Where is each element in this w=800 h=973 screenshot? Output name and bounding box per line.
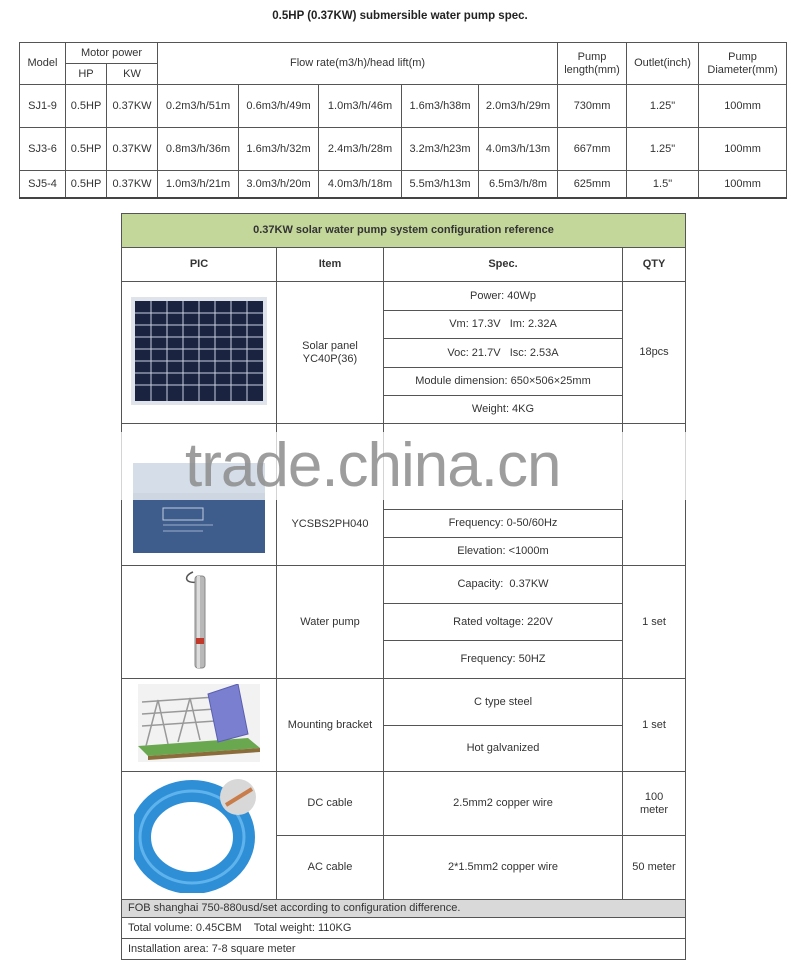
configuration-table [121, 213, 686, 960]
cell-flow: 2.0m3/h/29m [479, 85, 558, 128]
item-ac-cable: AC cable [277, 836, 384, 900]
cell-flow: 3.0m3/h/20m [239, 171, 319, 199]
header-pump-length: Pump length(mm) [558, 43, 627, 85]
cell-diameter: 100mm [699, 171, 787, 199]
cell-hp: 0.5HP [66, 85, 107, 128]
cell-kw: 0.37KW [107, 128, 158, 171]
solar-panel-icon [131, 297, 267, 405]
cell-length: 667mm [558, 128, 627, 171]
header-outlet: Outlet(inch) [627, 43, 699, 85]
header-pump-diameter: Pump Diameter(mm) [699, 43, 787, 85]
cell-model: SJ1-9 [20, 85, 66, 128]
footer-installation-area: Installation area: 7-8 square meter [122, 939, 686, 960]
cell-flow: 1.6m3/h38m [402, 85, 479, 128]
spec-cell: Weight: 4KG [384, 396, 623, 424]
header-flow-rate: Flow rate(m3/h)/head lift(m) [158, 43, 558, 85]
pump-spec-table [19, 42, 787, 199]
qty-cell: 1 set [623, 566, 686, 679]
spec-cell: Frequency: 50HZ [384, 641, 623, 679]
header-model: Model [20, 43, 66, 85]
cable-image [122, 772, 277, 900]
footer-volume-weight: Total volume: 0.45CBM Total weight: 110KG [122, 918, 686, 939]
cell-outlet: 1.25" [627, 85, 699, 128]
item-mounting-bracket: Mounting bracket [277, 679, 384, 772]
item-label: Solar panel [302, 339, 358, 352]
cell-outlet: 1.5" [627, 171, 699, 199]
cell-flow: 4.0m3/h/13m [479, 128, 558, 171]
qty-cell: 18pcs [623, 282, 686, 424]
cell-diameter: 100mm [699, 85, 787, 128]
header-motor-power: Motor power [66, 43, 158, 64]
cell-flow: 0.8m3/h/36m [158, 128, 239, 171]
cell-flow: 1.0m3/h/46m [319, 85, 402, 128]
solar-panel-image [122, 282, 277, 424]
header-kw: KW [107, 64, 158, 85]
item-model: YC40P(36) [302, 352, 358, 365]
cell-hp: 0.5HP [66, 171, 107, 199]
water-pump-image [122, 566, 277, 679]
spec-cell: Hot galvanized [384, 726, 623, 772]
header-qty: QTY [623, 248, 686, 282]
spec-cell: C type steel [384, 679, 623, 726]
footer-price: FOB shanghai 750-880usd/set according to configuration difference. [122, 900, 686, 918]
cell-flow: 4.0m3/h/18m [319, 171, 402, 199]
header-spec: Spec. [384, 248, 623, 282]
qty-cell [623, 772, 686, 836]
spec-cell: Rated voltage: 220V [384, 604, 623, 641]
cell-kw: 0.37KW [107, 171, 158, 199]
watermark-text: trade.china.cn [185, 431, 561, 500]
cell-flow: 3.2m3/h23m [402, 128, 479, 171]
qty-cell: 50 meter [623, 836, 686, 900]
table-row [20, 171, 787, 199]
spec-cell: Module dimension: 650×506×25mm [384, 368, 623, 396]
header-hp: HP [66, 64, 107, 85]
submersible-pump-icon [179, 570, 219, 670]
header-pic: PIC [122, 248, 277, 282]
spec-cell: Frequency: 0-50/60Hz [384, 510, 623, 538]
cell-hp: 0.5HP [66, 128, 107, 171]
cell-flow: 2.4m3/h/28m [319, 128, 402, 171]
cell-flow: 0.6m3/h/49m [239, 85, 319, 128]
spec-cell: Power: 40Wp [384, 282, 623, 311]
mounting-bracket-image [122, 679, 277, 772]
item-solar-panel [277, 282, 384, 424]
cable-coil-icon [134, 775, 264, 893]
mounting-bracket-icon [138, 684, 260, 762]
cell-flow: 1.0m3/h/21m [158, 171, 239, 199]
qty-unit: meter [639, 803, 669, 816]
cell-model: SJ3-6 [20, 128, 66, 171]
item-dc-cable: DC cable [277, 772, 384, 836]
header-item: Item [277, 248, 384, 282]
item-inverter: YCSBS2PH040 [277, 424, 384, 566]
cell-length: 625mm [558, 171, 627, 199]
watermark-backdrop [105, 432, 695, 500]
spec-cell: Elevation: <1000m [384, 538, 623, 566]
config-table-title: 0.37KW solar water pump system configuration reference [122, 214, 686, 248]
qty-value: 100 [644, 790, 664, 803]
cell-length: 730mm [558, 85, 627, 128]
cell-outlet: 1.25" [627, 128, 699, 171]
qty-cell: 1 set [623, 679, 686, 772]
cell-flow: 0.2m3/h/51m [158, 85, 239, 128]
spec-cell: 2.5mm2 copper wire [384, 772, 623, 836]
cell-flow: 1.6m3/h/32m [239, 128, 319, 171]
spec-cell: 2*1.5mm2 copper wire [384, 836, 623, 900]
cell-kw: 0.37KW [107, 85, 158, 128]
table-row [20, 128, 787, 171]
table-row [20, 85, 787, 128]
cell-flow: 6.5m3/h/8m [479, 171, 558, 199]
cell-diameter: 100mm [699, 128, 787, 171]
spec-cell: Voc: 21.7V Isc: 2.53A [384, 339, 623, 368]
item-water-pump: Water pump [277, 566, 384, 679]
spec-table-title: 0.5HP (0.37KW) submersible water pump spec. [272, 10, 528, 22]
cell-flow: 5.5m3/h13m [402, 171, 479, 199]
spec-cell: Vm: 17.3V Im: 2.32A [384, 311, 623, 339]
cell-model: SJ5-4 [20, 171, 66, 199]
spec-cell: Capacity: 0.37KW [384, 566, 623, 604]
